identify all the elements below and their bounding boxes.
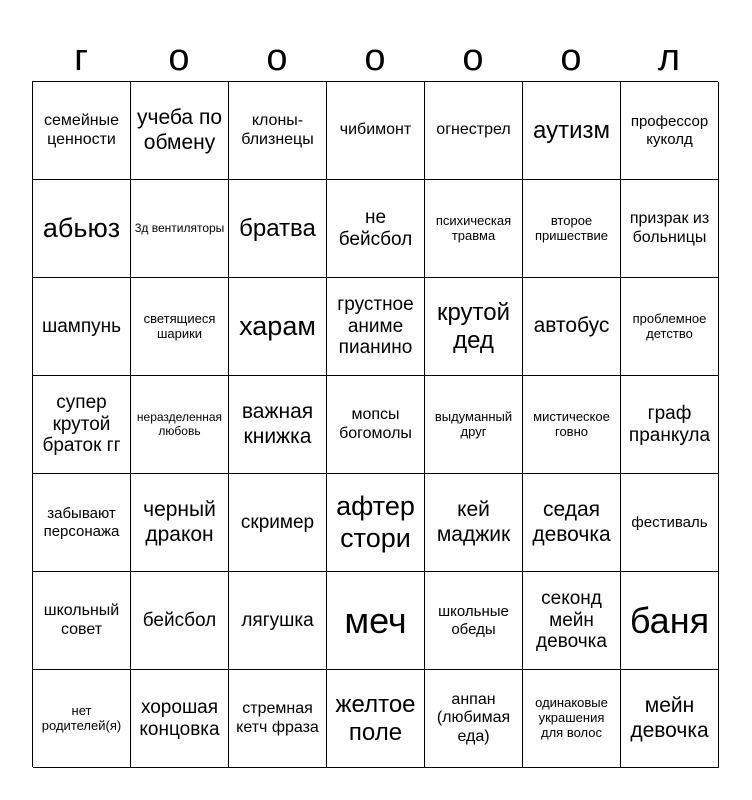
bingo-cell[interactable] <box>425 376 523 474</box>
bingo-header <box>32 34 718 82</box>
bingo-cell[interactable] <box>327 670 425 768</box>
bingo-cell[interactable] <box>425 278 523 376</box>
bingo-cell[interactable] <box>131 376 229 474</box>
header-letter-5: о <box>462 37 484 79</box>
cell-text: проблемное детство <box>632 310 707 341</box>
cell-text: автобус <box>533 314 610 338</box>
cell-text: неразделенная любовь <box>136 409 223 438</box>
cell-text: лягушка <box>241 609 314 631</box>
cell-text: школьный совет <box>43 602 120 638</box>
cell-text: баня <box>629 599 710 641</box>
cell-text: мейн девочка <box>630 694 709 742</box>
bingo-cell[interactable] <box>523 180 621 278</box>
cell-text: фестиваль <box>631 513 708 531</box>
bingo-cell[interactable] <box>33 82 131 180</box>
header-letter-2: о <box>168 37 190 79</box>
bingo-cell[interactable] <box>131 82 229 180</box>
cell-text: забывают персонажа <box>43 505 120 540</box>
bingo-cell[interactable] <box>229 376 327 474</box>
header-letter-1: г <box>74 37 88 79</box>
cell-text: огнестрел <box>436 121 511 139</box>
cell-text: крутой дед <box>436 298 511 354</box>
bingo-cell[interactable] <box>229 82 327 180</box>
bingo-cell[interactable] <box>621 180 719 278</box>
bingo-cell[interactable] <box>327 82 425 180</box>
bingo-cell[interactable] <box>523 82 621 180</box>
bingo-cell[interactable] <box>131 474 229 572</box>
cell-text: стремная кетч фраза <box>236 700 319 736</box>
bingo-cell[interactable] <box>425 474 523 572</box>
bingo-cell[interactable] <box>229 278 327 376</box>
bingo-cell[interactable] <box>33 572 131 670</box>
bingo-cell[interactable] <box>327 572 425 670</box>
cell-text: черный дракон <box>143 498 216 546</box>
cell-text: граф пранкула <box>628 402 711 446</box>
cell-text: второе пришествие <box>534 212 609 243</box>
bingo-cell[interactable] <box>229 670 327 768</box>
bingo-cell[interactable] <box>33 376 131 474</box>
bingo-cell[interactable] <box>523 376 621 474</box>
cell-text: абьюз <box>42 212 121 243</box>
cell-text: грустное аниме пианино <box>337 293 414 359</box>
cell-text: мистическое говно <box>533 408 610 439</box>
cell-text: профессор куколд <box>630 113 709 148</box>
cell-text: меч <box>344 599 407 641</box>
cell-text: психическая травма <box>435 212 512 243</box>
bingo-board <box>32 81 718 767</box>
bingo-cell[interactable] <box>621 474 719 572</box>
cell-text: одинаковые украшения для волос <box>535 695 608 740</box>
cell-text: братва <box>239 214 316 242</box>
bingo-cell[interactable] <box>523 278 621 376</box>
cell-text: хорошая концовка <box>139 696 220 740</box>
cell-text: бейсбол <box>142 609 217 631</box>
cell-text: седая девочка <box>532 498 611 546</box>
header-letter-3: о <box>266 37 288 79</box>
bingo-cell[interactable] <box>425 180 523 278</box>
cell-text: важная книжка <box>241 400 314 448</box>
cell-text: харам <box>239 310 316 341</box>
header-letter-4: о <box>364 37 386 79</box>
cell-text: светящиеся шарики <box>143 310 216 341</box>
bingo-cell[interactable] <box>425 572 523 670</box>
bingo-cell[interactable] <box>327 278 425 376</box>
cell-text: желтое поле <box>335 690 416 746</box>
bingo-cell[interactable] <box>131 572 229 670</box>
bingo-cell[interactable] <box>425 82 523 180</box>
bingo-cell[interactable] <box>425 670 523 768</box>
bingo-cell[interactable] <box>621 572 719 670</box>
bingo-cell[interactable] <box>33 670 131 768</box>
bingo-cell[interactable] <box>523 572 621 670</box>
cell-text: шампунь <box>41 315 122 337</box>
bingo-cell[interactable] <box>33 278 131 376</box>
cell-text: секонд мейн девочка <box>536 587 607 653</box>
bingo-cell[interactable] <box>327 180 425 278</box>
bingo-cell[interactable] <box>229 180 327 278</box>
cell-text: выдуманный друг <box>434 408 513 439</box>
cell-text: 3д вентиляторы <box>134 220 225 235</box>
cell-text: анпан (любимая еда) <box>436 690 511 745</box>
cell-text: афтер стори <box>336 491 415 553</box>
cell-text: школьные обеды <box>438 603 509 638</box>
bingo-cell[interactable] <box>621 670 719 768</box>
cell-text: чибимонт <box>339 121 412 139</box>
bingo-cell[interactable] <box>229 572 327 670</box>
cell-text: учеба по обмену <box>137 106 222 154</box>
bingo-cell[interactable] <box>33 474 131 572</box>
cell-text: призрак из больницы <box>629 210 710 246</box>
cell-text: аутизм <box>533 116 610 144</box>
header-letter-7: л <box>657 37 681 79</box>
bingo-cell[interactable] <box>33 180 131 278</box>
bingo-cell[interactable] <box>621 278 719 376</box>
bingo-cell[interactable] <box>327 376 425 474</box>
bingo-cell[interactable] <box>621 376 719 474</box>
cell-text: кей маджик <box>436 498 511 546</box>
cell-text: мопсы богомолы <box>339 406 412 442</box>
bingo-cell[interactable] <box>523 474 621 572</box>
bingo-cell[interactable] <box>621 82 719 180</box>
cell-text: скример <box>240 511 315 533</box>
cell-text: клоны-близнецы <box>241 112 314 148</box>
bingo-cell[interactable] <box>229 474 327 572</box>
bingo-cell[interactable] <box>131 278 229 376</box>
cell-text: семейные ценности <box>44 112 119 148</box>
cell-text: нет родителей(я) <box>41 702 122 733</box>
bingo-cell[interactable] <box>327 474 425 572</box>
bingo-cell[interactable] <box>131 670 229 768</box>
bingo-cell[interactable] <box>131 180 229 278</box>
cell-text: супер крутой браток гг <box>42 391 121 457</box>
bingo-cell[interactable] <box>523 670 621 768</box>
header-letter-6: о <box>560 37 582 79</box>
cell-text: не бейсбол <box>338 206 413 250</box>
